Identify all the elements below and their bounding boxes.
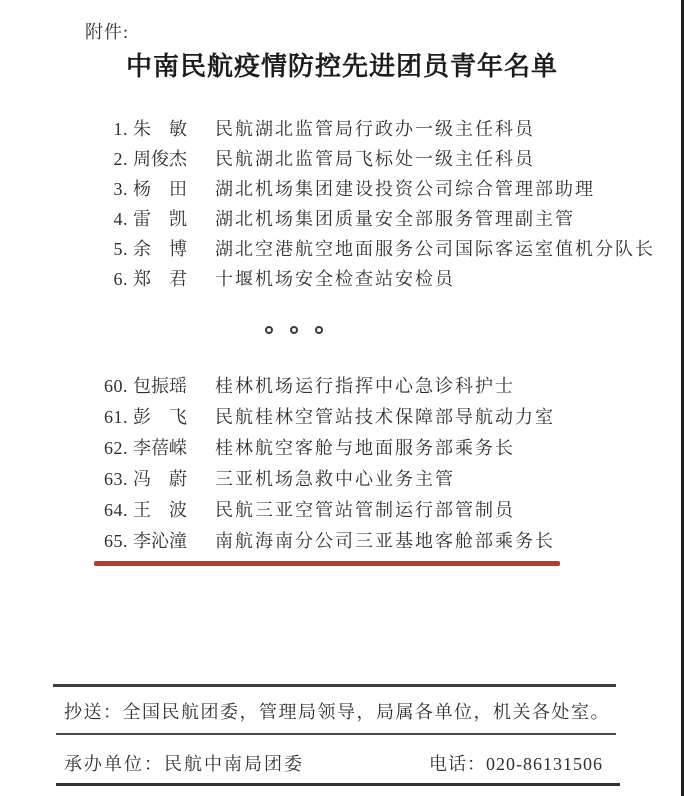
roster-row bbox=[82, 464, 654, 495]
roster-row bbox=[82, 402, 654, 433]
roster-row bbox=[82, 204, 654, 234]
entry-number: 62. bbox=[104, 438, 128, 458]
entry-position: 湖北机场集团建设投资公司综合管理部助理 bbox=[215, 179, 595, 199]
entry-number: 2. bbox=[113, 149, 128, 169]
entry-position: 桂林机场运行指挥中心急诊科护士 bbox=[215, 376, 515, 396]
ellipsis-separator bbox=[265, 326, 323, 334]
entry-position: 民航桂林空管站技术保障部导航动力室 bbox=[215, 407, 555, 427]
document-title: 中南民航疫情防控先进团员青年名单 bbox=[125, 52, 558, 81]
entry-number: 6. bbox=[113, 269, 128, 289]
entry-number: 5. bbox=[113, 239, 128, 259]
entry-position: 三亚机场急救中心业务主管 bbox=[215, 469, 455, 489]
entry-name: 李蓓嵘 bbox=[133, 438, 187, 458]
entry-position: 桂林航空客舱与地面服务部乘务长 bbox=[215, 438, 515, 458]
dot-icon bbox=[290, 326, 298, 334]
entry-name: 余 博 bbox=[133, 239, 187, 259]
entry-position: 十堰机场安全检查站安检员 bbox=[215, 269, 455, 289]
roster-row bbox=[82, 495, 654, 526]
entry-name: 雷 凯 bbox=[133, 209, 187, 229]
entry-position: 民航湖北监管局飞标处一级主任科员 bbox=[215, 149, 535, 169]
divider-line-top bbox=[53, 684, 616, 687]
entry-number: 3. bbox=[113, 179, 128, 199]
dot-icon bbox=[315, 326, 323, 334]
roster-list-bottom bbox=[82, 371, 654, 557]
divider-line-bottom bbox=[56, 783, 620, 786]
entry-number: 61. bbox=[104, 407, 128, 427]
entry-name: 包振瑶 bbox=[133, 376, 187, 396]
entry-position: 民航湖北监管局行政办一级主任科员 bbox=[215, 119, 535, 139]
roster-row bbox=[82, 174, 654, 204]
highlight-underline bbox=[94, 561, 560, 566]
entry-position: 民航三亚空管站管制运行部管制员 bbox=[215, 500, 515, 520]
cc-line: 抄送：全国民航团委，管理局领导，局属各单位，机关各处室。 bbox=[64, 702, 610, 722]
roster-row bbox=[82, 433, 654, 464]
roster-row bbox=[82, 114, 654, 144]
organizer-label: 承办单位：民航中南局团委 bbox=[64, 754, 304, 774]
entry-number: 65. bbox=[104, 531, 128, 551]
roster-row bbox=[82, 526, 654, 557]
entry-name: 周俊杰 bbox=[133, 149, 187, 169]
entry-name: 彭 飞 bbox=[133, 407, 187, 427]
entry-name: 李沁潼 bbox=[133, 531, 187, 551]
roster-row bbox=[82, 144, 654, 174]
roster-row bbox=[82, 234, 654, 264]
entry-number: 64. bbox=[104, 500, 128, 520]
entry-name: 郑 君 bbox=[133, 269, 187, 289]
entry-number: 4. bbox=[113, 209, 128, 229]
entry-position: 湖北空港航空地面服务公司国际客运室值机分队长 bbox=[215, 239, 655, 259]
phone-label: 电话：020-86131506 bbox=[429, 754, 603, 774]
divider-line-middle bbox=[56, 733, 616, 735]
entry-position: 南航海南分公司三亚基地客舱部乘务长 bbox=[215, 531, 555, 551]
entry-position: 湖北机场集团质量安全部服务管理副主管 bbox=[215, 209, 575, 229]
roster-row bbox=[82, 264, 654, 294]
entry-name: 冯 蔚 bbox=[133, 469, 187, 489]
attachment-label: 附件: bbox=[85, 22, 130, 42]
entry-number: 1. bbox=[113, 119, 128, 139]
entry-number: 60. bbox=[104, 376, 128, 396]
entry-name: 杨 田 bbox=[133, 179, 187, 199]
dot-icon bbox=[265, 326, 273, 334]
entry-name: 王 波 bbox=[133, 500, 187, 520]
entry-number: 63. bbox=[104, 469, 128, 489]
roster-row bbox=[82, 371, 654, 402]
roster-list-top bbox=[82, 114, 654, 294]
entry-name: 朱 敏 bbox=[133, 119, 187, 139]
